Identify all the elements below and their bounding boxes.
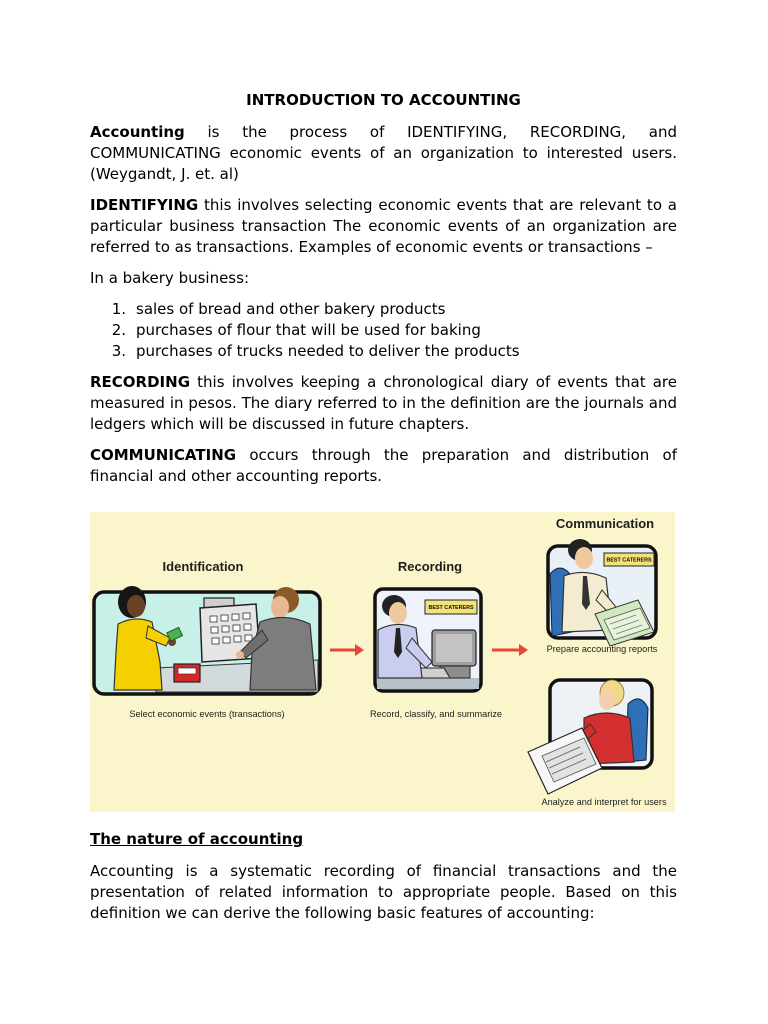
communicating-paragraph bbox=[90, 445, 677, 487]
best-caterers-sign bbox=[425, 600, 477, 614]
register-key bbox=[212, 638, 219, 644]
list-item-text: purchases of flour that will be used for baking bbox=[136, 321, 481, 339]
accountant-face bbox=[575, 547, 593, 569]
accounting-process-illustration bbox=[90, 512, 675, 812]
cash-drawer bbox=[174, 664, 200, 682]
accounting-process-figure bbox=[90, 512, 675, 812]
register-key bbox=[211, 627, 218, 633]
recording-text: this involves keeping a chronological diary of events that are measured in pesos. The diary referred to in the definition are the journals and ledgers which will be discussed in future chapters. bbox=[90, 373, 677, 433]
identifying-term: IDENTIFYING bbox=[90, 196, 199, 214]
register-key bbox=[233, 625, 240, 631]
register-key bbox=[210, 616, 217, 622]
list-number: 1. bbox=[111, 300, 126, 318]
cash-drawer-slip bbox=[178, 668, 196, 674]
register-key bbox=[222, 626, 229, 632]
recording-label: Recording bbox=[397, 559, 463, 574]
list-item bbox=[90, 299, 677, 320]
list-item bbox=[90, 320, 677, 341]
identifying-text: this involves selecting economic events that are relevant to a particular business transaction The economic events of an organization are referred to as transactions. Examples of economic events or transactions – bbox=[90, 196, 677, 256]
sign-text: BEST CATERERS bbox=[428, 605, 474, 611]
register-key bbox=[232, 614, 239, 620]
identification-caption: Select economic events (transactions) bbox=[129, 709, 285, 719]
recording-caption: Record, classify, and summarize bbox=[369, 709, 503, 719]
list-number: 3. bbox=[111, 342, 126, 360]
identification-label: Identification bbox=[162, 559, 244, 574]
man-gray-jacket bbox=[250, 617, 316, 690]
register-key bbox=[223, 637, 230, 643]
register-key bbox=[243, 613, 250, 619]
register-key bbox=[245, 635, 252, 641]
man-hand bbox=[236, 651, 244, 659]
bakery-intro: In a bakery business: bbox=[90, 269, 249, 287]
identification-panel bbox=[94, 586, 320, 694]
list-number: 2. bbox=[111, 321, 126, 339]
register-key bbox=[244, 624, 251, 630]
reader-face bbox=[599, 690, 615, 710]
definition-text: is the process of IDENTIFYING, RECORDING, and COMMUNICATING economic events of an organization to interested users. (Weygandt, J. et. al) bbox=[90, 123, 677, 183]
recording-paragraph bbox=[90, 372, 677, 435]
man-face bbox=[271, 596, 289, 618]
bookkeeper-face bbox=[389, 602, 407, 624]
list-item-text: sales of bread and other bakery products bbox=[136, 300, 446, 318]
recording-panel bbox=[375, 589, 481, 691]
page-title: INTRODUCTION TO ACCOUNTING bbox=[246, 91, 521, 109]
nature-paragraph: Accounting is a systematic recording of financial transactions and the presentation of related information to appropriate people. Based on this definition we can derive the following basic features of accounting: bbox=[90, 862, 677, 922]
register-key bbox=[234, 636, 241, 642]
woman-face bbox=[127, 595, 145, 617]
analyze-reports-caption: Analyze and interpret for users bbox=[541, 797, 667, 807]
best-caterers-sign bbox=[604, 553, 654, 566]
list-item bbox=[90, 341, 677, 362]
sign-text: BEST CATERERS bbox=[606, 557, 652, 564]
office-desk bbox=[377, 678, 479, 689]
recording-term: RECORDING bbox=[90, 373, 191, 391]
prepare-reports-panel bbox=[548, 539, 656, 646]
register-key bbox=[221, 615, 228, 621]
prepare-reports-caption: Prepare accounting reports bbox=[546, 644, 658, 654]
communicating-text: occurs through the preparation and distribution of financial and other accounting reports. bbox=[90, 446, 677, 485]
identifying-paragraph bbox=[90, 195, 677, 258]
communication-label: Communication bbox=[555, 516, 655, 531]
bakery-examples-list bbox=[90, 299, 677, 362]
communicating-term: COMMUNICATING bbox=[90, 446, 237, 464]
monitor-screen bbox=[436, 634, 472, 662]
definition-paragraph bbox=[90, 122, 677, 185]
section-heading: The nature of accounting bbox=[90, 830, 304, 848]
definition-term: Accounting bbox=[90, 123, 185, 141]
list-item-text: purchases of trucks needed to deliver the products bbox=[136, 342, 520, 360]
